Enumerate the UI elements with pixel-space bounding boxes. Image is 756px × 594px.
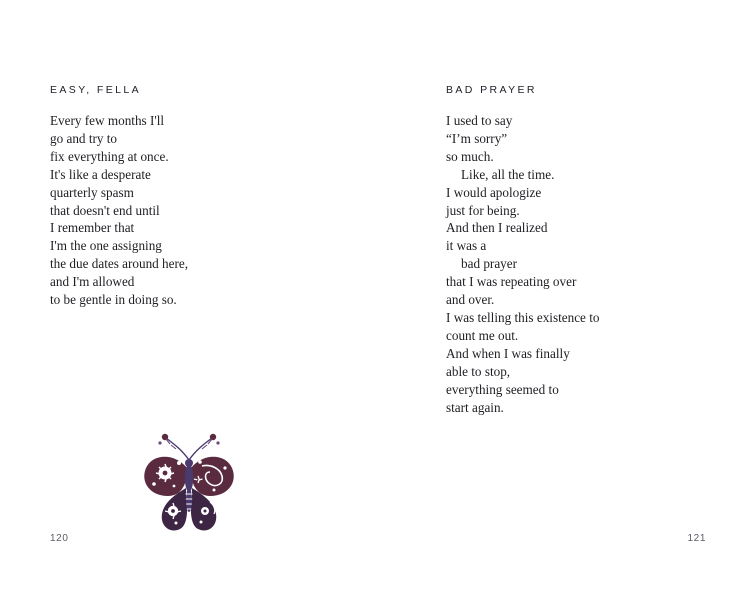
poem-line: I remember that [50, 220, 135, 236]
poem-line: And then I realized [446, 220, 548, 236]
page-number-right: 121 [687, 533, 706, 544]
poem-line: the due dates around here, [50, 256, 189, 272]
poem-line: and I'm allowed [50, 274, 135, 290]
poem-line: I would apologize [446, 184, 542, 200]
page-right [378, 0, 756, 594]
poem-line: start again. [446, 399, 504, 415]
poem-line: that doesn't end until [50, 202, 160, 218]
poem-line: “I’m sorry” [446, 130, 508, 146]
poem-line: that I was repeating over [446, 274, 577, 290]
poem-body [50, 112, 188, 309]
poem-bad-prayer [446, 84, 599, 416]
poem-title: EASY, FELLA [50, 84, 141, 96]
poem-line: just for being. [446, 202, 520, 218]
page-number-left: 120 [50, 533, 69, 544]
poem-line: I was telling this existence to [446, 309, 600, 325]
poem-body [446, 112, 599, 416]
poem-line: I used to say [446, 113, 513, 128]
poem-line: I'm the one assigning [50, 238, 162, 254]
poem-line: everything seemed to [446, 381, 559, 397]
poem-title: BAD PRAYER [446, 84, 537, 96]
poem-line: quarterly spasm [50, 184, 134, 200]
poem-line: it was a [446, 238, 487, 254]
poem-line: go and try to [50, 130, 118, 146]
poem-line: It's like a desperate [50, 166, 151, 182]
poem-line: count me out. [446, 327, 519, 343]
poem-line: And when I was finally [446, 345, 570, 361]
poem-line: so much. [446, 148, 494, 164]
poem-line: able to stop, [446, 363, 511, 379]
poem-line: to be gentle in doing so. [50, 292, 177, 308]
poem-line: fix everything at once. [50, 148, 169, 164]
poem-line: bad prayer [461, 256, 518, 272]
poem-line: Like, all the time. [461, 166, 555, 182]
butterfly-icon [124, 416, 254, 546]
poem-line: and over. [446, 292, 495, 308]
poem-easy-fella [50, 84, 188, 309]
poem-line: Every few months I'll [50, 113, 165, 128]
